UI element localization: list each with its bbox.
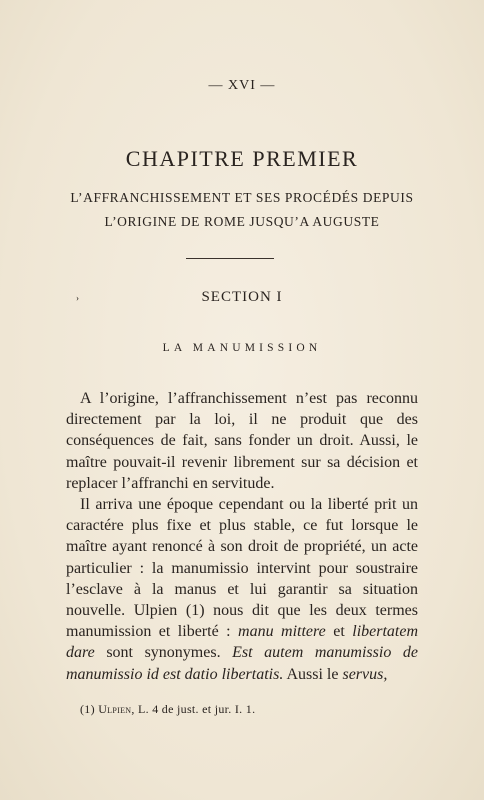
- footnote-reference: , L. 4 de just. et jur. I. 1.: [131, 702, 256, 716]
- section-subheading: LA MANUMISSION: [162, 342, 322, 354]
- text-run: Aussi le: [283, 665, 343, 683]
- body-text: [66, 388, 418, 685]
- text-run: A l’origine, l’affranchissement n’est pas reconnu directement par la loi, il ne produit que des conséquences de fait, sans fonder un droit. Aussi, le maître pouvait-il revenir librement sur sa décision et replacer l’affranchi en servitude.: [66, 390, 418, 492]
- chapter-subtitle-line-1: L’AFFRANCHISSEMENT ET SES PROCÉDÉS DEPUIS: [70, 190, 414, 205]
- chapter-subtitle-line-2: L’ORIGINE DE ROME JUSQU’A AUGUSTE: [104, 214, 380, 229]
- italic-phrase: manu mittere: [238, 623, 326, 641]
- divider-rule: [186, 258, 274, 259]
- italic-phrase: libertatem dare: [66, 623, 419, 662]
- italic-phrase: Est autem manumissio de manumissio id est datio libertatis.: [66, 644, 419, 683]
- footnote: [80, 702, 255, 717]
- italic-phrase: servus,: [342, 665, 388, 683]
- chapter-title: CHAPITRE PREMIER: [125, 146, 359, 171]
- section-heading: SECTION I: [201, 289, 283, 305]
- text-run: sont synonymes.: [94, 644, 233, 662]
- ornament-mark: ›: [76, 293, 79, 303]
- footnote-author: Ulpien: [98, 702, 132, 716]
- text-run: Il arriva une époque cependant ou la liberté prit un caractére plus fixe et plus stable, ce fut lorsque le maître ayant renoncé à son droit de propriété, un acte particulier : la manumissio intervint pour soustraire l’esclave à la manus et lui garantir sa situation nouvelle. Ulpien (1) nous dit que les deux termes manumission et liberté :: [66, 496, 418, 641]
- paragraph: [66, 494, 418, 685]
- footnote-marker: (1): [80, 702, 95, 716]
- page-number: — XVI —: [208, 78, 276, 93]
- text-run: et: [325, 623, 353, 641]
- paragraph: [66, 388, 418, 494]
